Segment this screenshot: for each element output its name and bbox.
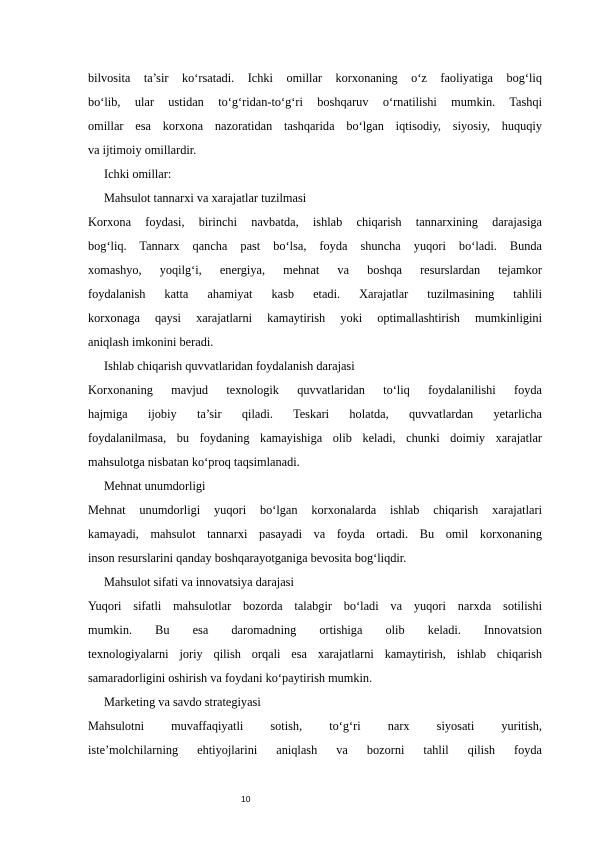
paragraph-line: iste’molchilarning ehtiyojlarini aniqlash va bozorni tahlil qilish foyda bbox=[88, 743, 542, 757]
paragraph-line: Korxona foydasi, birinchi navbatda, ishlab chiqarish tannarxining darajasiga bbox=[88, 215, 542, 229]
page-number: 10 bbox=[241, 794, 251, 804]
paragraph-line: kamayadi, mahsulot tannarxi pasayadi va foyda ortadi. Bu omil korxonaning bbox=[88, 527, 542, 541]
paragraph-line: mumkin. Bu esa daromadning ortishiga olib keladi. Innovatsion bbox=[88, 623, 542, 637]
paragraph-line: texnologiyalarni joriy qilish orqali esa xarajatlarni kamaytirish, ishlab chiqarish bbox=[88, 647, 542, 661]
section-heading-line: Marketing va savdo strategiyasi bbox=[104, 695, 261, 709]
paragraph-line: bo‘lib, ular ustidan to‘g‘ridan-to‘g‘ri boshqaruv o‘rnatilishi mumkin. Tashqi bbox=[88, 95, 542, 109]
paragraph-line: bog‘liq. Tannarx qancha past bo‘lsa, foyda shuncha yuqori bo‘ladi. Bunda bbox=[88, 239, 542, 253]
paragraph-line: samaradorligini oshirish va foydani ko‘paytirish mumkin. bbox=[88, 671, 373, 685]
paragraph-line: Mehnat unumdorligi yuqori bo‘lgan korxonalarda ishlab chiqarish xarajatlari bbox=[88, 503, 542, 517]
paragraph-line: bilvosita ta’sir ko‘rsatadi. Ichki omillar korxonaning o‘z faoliyatiga bog‘liq bbox=[88, 71, 542, 85]
paragraph-line: mahsulotga nisbatan ko‘proq taqsimlanadi. bbox=[88, 455, 300, 469]
section-heading-line: Ishlab chiqarish quvvatlaridan foydalanish darajasi bbox=[104, 359, 355, 373]
paragraph-line: korxonaga qaysi xarajatlarni kamaytirish yoki optimallashtirish mumkinligini bbox=[88, 311, 542, 325]
paragraph-line: va ijtimoiy omillardir. bbox=[88, 143, 197, 157]
paragraph-line: foydalanish katta ahamiyat kasb etadi. Xarajatlar tuzilmasining tahlili bbox=[88, 287, 542, 301]
body-text bbox=[88, 66, 542, 762]
paragraph-line: Yuqori sifatli mahsulotlar bozorda talabgir bo‘ladi va yuqori narxda sotilishi bbox=[88, 599, 542, 613]
section-heading-line: Mahsulot sifati va innovatsiya darajasi bbox=[104, 575, 294, 589]
paragraph-line: Korxonaning mavjud texnologik quvvatlaridan to‘liq foydalanilishi foyda bbox=[88, 383, 542, 397]
paragraph-line: foydalanilmasa, bu foydaning kamayishiga olib keladi, chunki doimiy xarajatlar bbox=[88, 431, 542, 445]
paragraph-line: omillar esa korxona nazoratidan tashqarida bo‘lgan iqtisodiy, siyosiy, huquqiy bbox=[88, 119, 542, 133]
paragraph-line: inson resurslarini qanday boshqarayotganiga bevosita bog‘liqdir. bbox=[88, 551, 407, 565]
paragraph-line: aniqlash imkonini beradi. bbox=[88, 335, 214, 349]
paragraph-line: Mahsulotni muvaffaqiyatli sotish, to‘g‘ri narx siyosati yuritish, bbox=[88, 719, 542, 733]
section-heading-line: Ichki omillar: bbox=[104, 167, 172, 181]
paragraph-line: hajmiga ijobiy ta’sir qiladi. Teskari holatda, quvvatlardan yetarlicha bbox=[88, 407, 542, 421]
paragraph-line: xomashyo, yoqilg‘i, energiya, mehnat va boshqa resurslardan tejamkor bbox=[88, 263, 542, 277]
section-heading-line: Mahsulot tannarxi va xarajatlar tuzilmasi bbox=[104, 191, 307, 205]
section-heading-line: Mehnat unumdorligi bbox=[104, 479, 206, 493]
